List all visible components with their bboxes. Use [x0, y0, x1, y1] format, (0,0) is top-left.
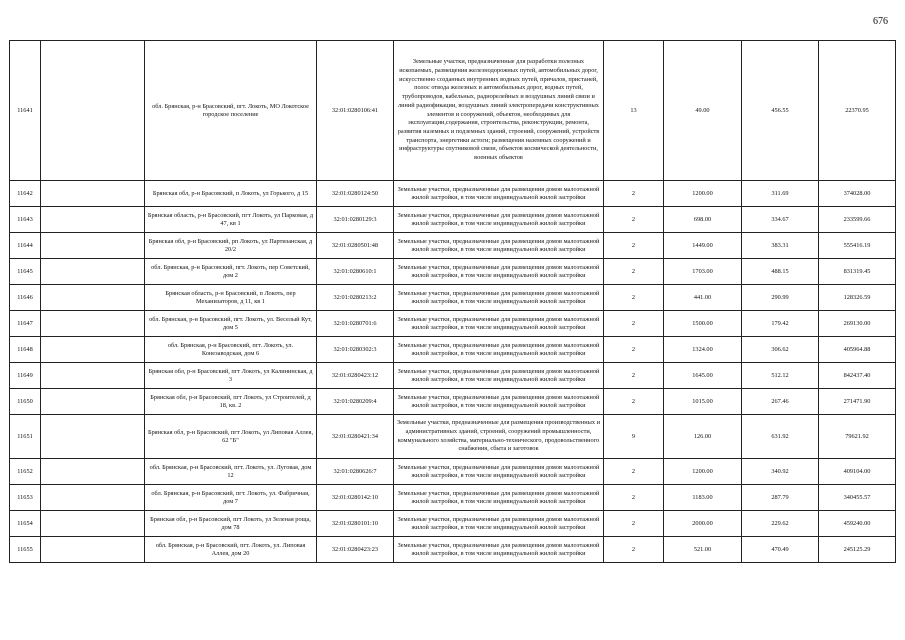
area-cell: 698.00	[664, 207, 742, 233]
address-cell: Брянская область, р-н Брасовский, п Локоть, пер Механизаторов, д 11, кв 1	[145, 285, 317, 311]
land-use-cell: Земельные участки, предназначенные для размещения домов малоэтажной жилой застройки, в том числе индивидуальной жилой застройки	[394, 459, 604, 485]
land-use-cell: Земельные участки, предназначенные для размещения домов малоэтажной жилой застройки, в том числе индивидуальной жилой застройки	[394, 285, 604, 311]
land-use-cell: Земельные участки, предназначенные для размещения домов малоэтажной жилой застройки, в том числе индивидуальной жилой застройки	[394, 389, 604, 415]
cadastral-value-cell: 555416.19	[819, 233, 896, 259]
group-cell: 2	[604, 389, 664, 415]
address-cell: обл. Брянская, р-н Брасовский, пгт. Локоть, пер Советский, дом 2	[145, 259, 317, 285]
address-cell: обл. Брянская, р-н Брасовский, пгт. Локоть, ул. Конезаводская, дом 6	[145, 337, 317, 363]
cadastral-value-cell: 22370.95	[819, 41, 896, 181]
cadastral-value-cell: 79621.92	[819, 415, 896, 459]
row-number: 11653	[10, 485, 41, 511]
cadastral-number-cell: 32:01:0280626:7	[317, 459, 394, 485]
cadastral-number-cell: 32:01:0280421:34	[317, 415, 394, 459]
row-number: 11643	[10, 207, 41, 233]
group-cell: 2	[604, 207, 664, 233]
row-number: 11644	[10, 233, 41, 259]
rate-cell: 512.12	[742, 363, 819, 389]
table-row	[10, 233, 896, 259]
area-cell: 1449.00	[664, 233, 742, 259]
cadastral-value-cell: 269130.00	[819, 311, 896, 337]
rate-cell: 311.69	[742, 181, 819, 207]
group-cell: 2	[604, 485, 664, 511]
group-cell: 13	[604, 41, 664, 181]
area-cell: 1500.00	[664, 311, 742, 337]
rate-cell: 334.67	[742, 207, 819, 233]
table-row	[10, 207, 896, 233]
cadastral-value-cell: 409104.00	[819, 459, 896, 485]
area-cell: 126.00	[664, 415, 742, 459]
group-cell: 2	[604, 259, 664, 285]
area-cell: 1183.00	[664, 485, 742, 511]
land-use-cell: Земельные участки, предназначенные для размещения домов малоэтажной жилой застройки, в том числе индивидуальной жилой застройки	[394, 207, 604, 233]
cadastral-number-cell: 32:01:0280209:4	[317, 389, 394, 415]
cadastral-number-cell: 32:01:0280423:23	[317, 537, 394, 563]
land-use-cell: Земельные участки, предназначенные для размещения домов малоэтажной жилой застройки, в том числе индивидуальной жилой застройки	[394, 311, 604, 337]
cadastral-number-cell: 32:01:0280106:41	[317, 41, 394, 181]
cadastral-value-cell: 842437.40	[819, 363, 896, 389]
area-cell: 1703.00	[664, 259, 742, 285]
rate-cell: 470.49	[742, 537, 819, 563]
cadastral-value-cell: 340455.57	[819, 485, 896, 511]
group-cell: 2	[604, 181, 664, 207]
row-number: 11654	[10, 511, 41, 537]
table-row	[10, 537, 896, 563]
empty-cell	[41, 337, 145, 363]
cadastral-value-cell: 245125.29	[819, 537, 896, 563]
rate-cell: 383.31	[742, 233, 819, 259]
area-cell: 2000.00	[664, 511, 742, 537]
cadastral-number-cell: 32:01:0280501:48	[317, 233, 394, 259]
cadastral-value-cell: 128326.59	[819, 285, 896, 311]
rate-cell: 229.62	[742, 511, 819, 537]
address-cell: обл. Брянская, р-н Брасовский, пгт. Локоть, ул. Липовая Аллея, дом 20	[145, 537, 317, 563]
table-row	[10, 389, 896, 415]
group-cell: 9	[604, 415, 664, 459]
table-row	[10, 181, 896, 207]
table-row	[10, 337, 896, 363]
empty-cell	[41, 363, 145, 389]
row-number: 11641	[10, 41, 41, 181]
table-row	[10, 415, 896, 459]
table-row	[10, 363, 896, 389]
address-cell: Брянская обл, р-н Брасовский, пгт Локоть, ул Строителей, д 18, кв. 2	[145, 389, 317, 415]
area-cell: 1200.00	[664, 459, 742, 485]
land-use-cell: Земельные участки, предназначенные для размещения домов малоэтажной жилой застройки, в том числе индивидуальной жилой застройки	[394, 511, 604, 537]
empty-cell	[41, 459, 145, 485]
row-number: 11651	[10, 415, 41, 459]
address-cell: обл. Брянская, р-н Брасовский, пгт. Локоть, ул. Фабричная, дом 7	[145, 485, 317, 511]
rate-cell: 631.92	[742, 415, 819, 459]
rate-cell: 340.92	[742, 459, 819, 485]
cadastral-value-cell: 233599.66	[819, 207, 896, 233]
address-cell: Брянская обл, р-н Брасовский, рп Локоть, ул Партизанская, д 20/2	[145, 233, 317, 259]
cadastral-number-cell: 32:01:0280124:50	[317, 181, 394, 207]
empty-cell	[41, 389, 145, 415]
page-number: 676	[873, 16, 888, 27]
cadastral-value-cell: 405964.88	[819, 337, 896, 363]
table-row	[10, 485, 896, 511]
address-cell: Брянская обл, р-н Брасовский, п Локоть, ул Горького, д 15	[145, 181, 317, 207]
rate-cell: 488.15	[742, 259, 819, 285]
row-number: 11646	[10, 285, 41, 311]
land-use-cell: Земельные участки, предназначенные для разработки полезных ископаемых, размещения железнодорожных путей, автомобильных дорог, искусственно созданных внутренних водных путей, причалов, пристаней, полос отвода железных и автомобильных дорог, водных путей, трубопроводов, кабельных, радиорелейных и воздушных линий связи и линий радиофикации, воздушных линий электропередачи конструктивных элементов и сооружений, объектов, необходимых для эксплуатации,содержания, строительства, реконструкции, ремонта, развития наземных и подземных зданий, строений, сооружений, устройств транспорта, энергетики астоги; размещения наземных сооружений и инфраструктуры спутниковой связи, объектов космической деятельности, военных объектов	[394, 41, 604, 181]
group-cell: 2	[604, 337, 664, 363]
land-use-cell: Земельные участки, предназначенные для размещения домов малоэтажной жилой застройки, в том числе индивидуальной жилой застройки	[394, 537, 604, 563]
address-cell: обл. Брянская, р-н Брасовский, пгт. Локоть, ул. Веселый Кут, дом 5	[145, 311, 317, 337]
row-number: 11650	[10, 389, 41, 415]
empty-cell	[41, 259, 145, 285]
cadastral-number-cell: 32:01:0280129:3	[317, 207, 394, 233]
area-cell: 49.00	[664, 41, 742, 181]
address-cell: обл. Брянская, р-н Брасовский, пгт. Локоть, ул. Луговая, дом 12	[145, 459, 317, 485]
table-row	[10, 511, 896, 537]
cadastral-number-cell: 32:01:0280302:3	[317, 337, 394, 363]
table-row	[10, 41, 896, 181]
rate-cell: 306.62	[742, 337, 819, 363]
rate-cell: 456.55	[742, 41, 819, 181]
address-cell: Брянская обл, р-н Брасовский, пгт Локоть, ул Калининская, д 3	[145, 363, 317, 389]
row-number: 11645	[10, 259, 41, 285]
empty-cell	[41, 311, 145, 337]
land-use-cell: Земельные участки, предназначенные для размещения домов малоэтажной жилой застройки, в том числе индивидуальной жилой застройки	[394, 363, 604, 389]
address-cell: Брянская обл, р-н Брасовский, пгт Локоть, ул Зеленая роща, дом 78	[145, 511, 317, 537]
cadastral-number-cell: 32:01:0280101:10	[317, 511, 394, 537]
land-use-cell: Земельные участки, предназначенные для размещения домов малоэтажной жилой застройки, в том числе индивидуальной жилой застройки	[394, 233, 604, 259]
cadastral-number-cell: 32:01:0280701:6	[317, 311, 394, 337]
land-use-cell: Земельные участки, предназначенные для размещения домов малоэтажной жилой застройки, в том числе индивидуальной жилой застройки	[394, 259, 604, 285]
cadastral-value-table	[9, 40, 896, 563]
land-use-cell: Земельные участки, предназначенные для размещения домов малоэтажной жилой застройки, в том числе индивидуальной жилой застройки	[394, 485, 604, 511]
group-cell: 2	[604, 311, 664, 337]
empty-cell	[41, 485, 145, 511]
group-cell: 2	[604, 537, 664, 563]
rate-cell: 287.79	[742, 485, 819, 511]
cadastral-number-cell: 32:01:0280610:1	[317, 259, 394, 285]
rate-cell: 267.46	[742, 389, 819, 415]
empty-cell	[41, 181, 145, 207]
empty-cell	[41, 285, 145, 311]
empty-cell	[41, 207, 145, 233]
area-cell: 1015.00	[664, 389, 742, 415]
land-use-cell: Земельные участки, предназначенные для размещения производственных и административных зданий, строений, сооружений промышленности, коммунального хозяйства, материально-технического, продовольственного снабжения, сбыта и заготовок	[394, 415, 604, 459]
table-row	[10, 459, 896, 485]
row-number: 11648	[10, 337, 41, 363]
group-cell: 2	[604, 233, 664, 259]
cadastral-number-cell: 32:01:0280213:2	[317, 285, 394, 311]
group-cell: 2	[604, 285, 664, 311]
row-number: 11655	[10, 537, 41, 563]
row-number: 11652	[10, 459, 41, 485]
row-number: 11649	[10, 363, 41, 389]
area-cell: 521.00	[664, 537, 742, 563]
address-cell: Брянская обл, р-н Брасовский, пгт Локоть, ул Липовая Аллея, 62 "Б"	[145, 415, 317, 459]
empty-cell	[41, 233, 145, 259]
cadastral-value-cell: 831319.45	[819, 259, 896, 285]
group-cell: 2	[604, 511, 664, 537]
empty-cell	[41, 537, 145, 563]
rate-cell: 290.99	[742, 285, 819, 311]
area-cell: 1324.00	[664, 337, 742, 363]
row-number: 11642	[10, 181, 41, 207]
address-cell: Брянская область, р-н Брасовский, пгт Локоть, ул Парковая, д 47, кв 1	[145, 207, 317, 233]
address-cell: обл. Брянская, р-н Брасовский, пгт. Локоть, МО Локотское городское поселение	[145, 41, 317, 181]
area-cell: 1200.00	[664, 181, 742, 207]
area-cell: 1645.00	[664, 363, 742, 389]
row-number: 11647	[10, 311, 41, 337]
area-cell: 441.00	[664, 285, 742, 311]
empty-cell	[41, 415, 145, 459]
table-row	[10, 259, 896, 285]
empty-cell	[41, 511, 145, 537]
table-row	[10, 311, 896, 337]
cadastral-value-cell: 271471.90	[819, 389, 896, 415]
rate-cell: 179.42	[742, 311, 819, 337]
land-use-cell: Земельные участки, предназначенные для размещения домов малоэтажной жилой застройки, в том числе индивидуальной жилой застройки	[394, 337, 604, 363]
cadastral-value-cell: 374028.00	[819, 181, 896, 207]
cadastral-number-cell: 32:01:0280142:10	[317, 485, 394, 511]
group-cell: 2	[604, 363, 664, 389]
cadastral-value-cell: 459240.00	[819, 511, 896, 537]
land-use-cell: Земельные участки, предназначенные для размещения домов малоэтажной жилой застройки, в том числе индивидуальной жилой застройки	[394, 181, 604, 207]
group-cell: 2	[604, 459, 664, 485]
cadastral-number-cell: 32:01:0280423:12	[317, 363, 394, 389]
table-row	[10, 285, 896, 311]
empty-cell	[41, 41, 145, 181]
